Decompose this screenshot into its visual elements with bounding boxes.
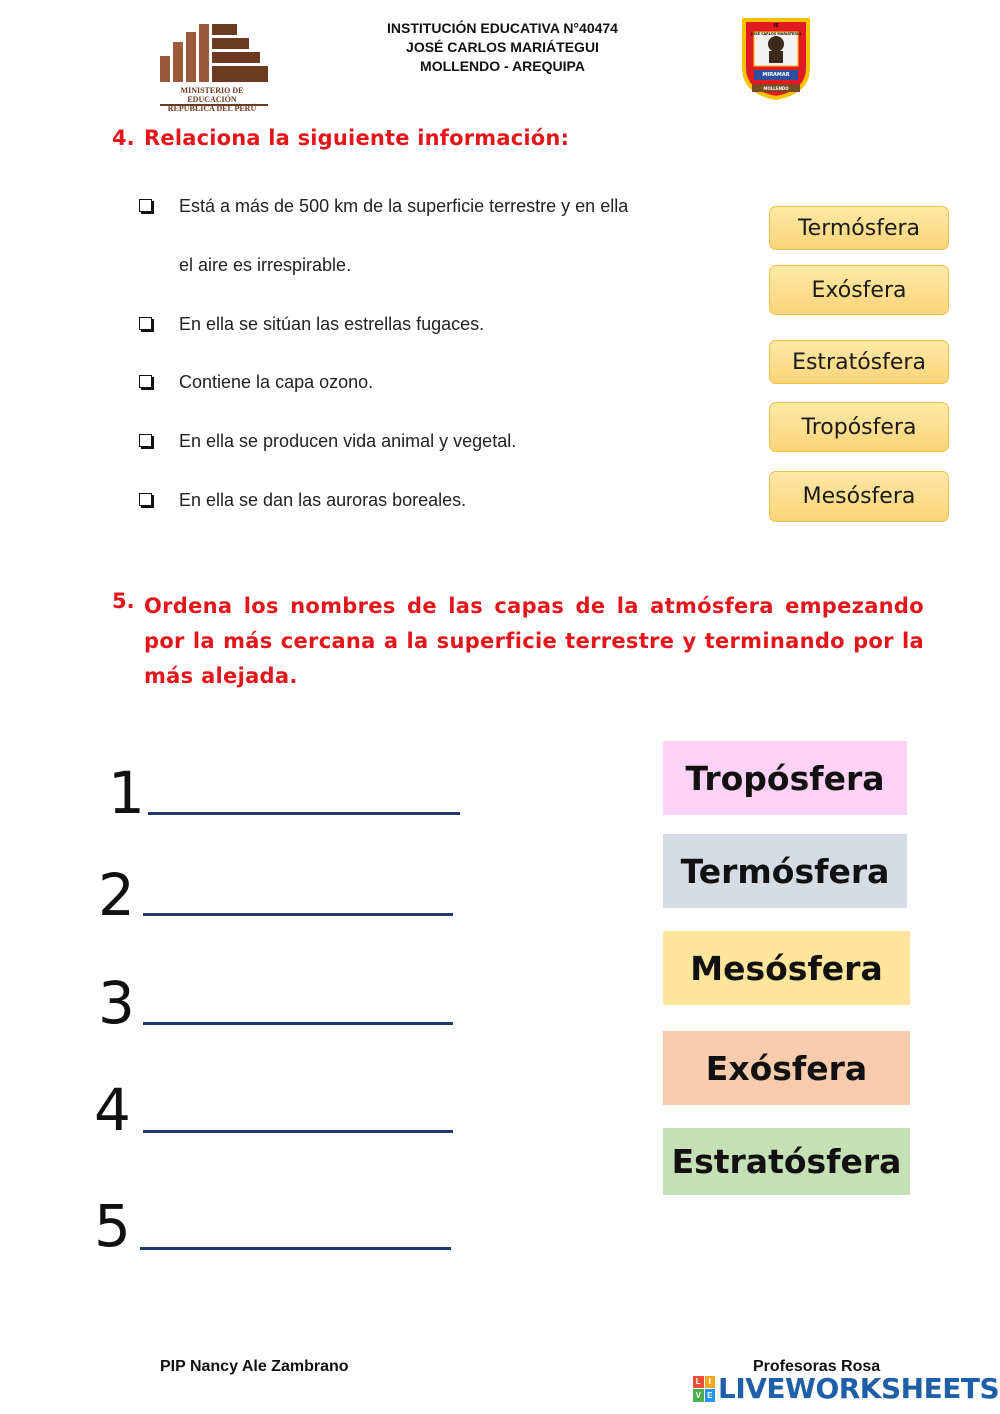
- statement-3: Contiene la capa ozono.: [179, 372, 374, 392]
- checkbox-icon[interactable]: [139, 317, 152, 330]
- liveworksheets-wordmark: LIVEWORKSHEETS: [718, 1372, 1000, 1405]
- checkbox-icon[interactable]: [139, 493, 152, 506]
- slot-3-number: 3: [98, 969, 135, 1037]
- crest-text-school: JOSÉ CARLOS MARIÁTEGUI: [750, 32, 802, 36]
- badge-letter-e: E: [705, 1389, 716, 1402]
- option-chip-exosfera[interactable]: Exósfera: [769, 265, 949, 315]
- word-box-mesosfera[interactable]: Mesósfera: [663, 931, 910, 1005]
- checkbox-icon[interactable]: [139, 434, 152, 447]
- footer-author: PIP Nancy Ale Zambrano: [160, 1358, 349, 1375]
- checkbox-icon[interactable]: [139, 375, 152, 388]
- slot-3-answer-line[interactable]: [143, 1022, 453, 1025]
- slot-5-number: 5: [94, 1192, 131, 1260]
- liveworksheets-logo: [693, 1372, 999, 1405]
- option-chip-estratosfera[interactable]: Estratósfera: [769, 340, 949, 384]
- question-5-number: 5.: [112, 589, 135, 613]
- slot-2-number: 2: [98, 861, 135, 929]
- option-chip-termosfera[interactable]: Termósfera: [769, 206, 949, 250]
- school-header: [330, 19, 675, 76]
- slot-4-answer-line[interactable]: [143, 1130, 453, 1133]
- option-chip-mesosfera[interactable]: Mesósfera: [769, 471, 949, 522]
- word-box-exosfera[interactable]: Exósfera: [663, 1031, 910, 1105]
- slot-4-number: 4: [94, 1076, 131, 1144]
- ministry-line-1: MINISTERIO DE EDUCACIÓN: [180, 86, 244, 104]
- school-line-1: INSTITUCIÓN EDUCATIVA N°40474: [387, 20, 618, 36]
- word-box-troposfera[interactable]: Tropósfera: [663, 741, 907, 815]
- badge-letter-i: I: [705, 1376, 716, 1389]
- checkbox-icon[interactable]: [139, 199, 152, 212]
- ministry-line-2: REPUBLICA DEL PERÚ: [167, 104, 257, 113]
- school-crest-icon: [740, 16, 812, 100]
- footer-teachers: Profesoras Rosa: [753, 1358, 881, 1375]
- ministry-logo-text: [156, 86, 268, 113]
- school-line-2: JOSÉ CARLOS MARIÁTEGUI: [406, 39, 599, 55]
- slot-2-answer-line[interactable]: [143, 913, 453, 916]
- crest-text-miramar: MIRAMAR: [762, 72, 790, 78]
- statement-1-line-2: el aire es irrespirable.: [179, 255, 352, 275]
- slot-1-number: 1: [108, 759, 145, 827]
- slot-5-answer-line[interactable]: [140, 1247, 451, 1250]
- statement-1-line-1: Está a más de 500 km de la superficie terrestre y en ella: [179, 196, 629, 216]
- badge-letter-l: L: [693, 1376, 704, 1389]
- liveworksheets-badge-icon: [693, 1376, 715, 1402]
- word-box-estratosfera[interactable]: Estratósfera: [663, 1128, 910, 1195]
- option-chip-troposfera[interactable]: Tropósfera: [769, 402, 949, 452]
- question-4-number: 4.: [112, 126, 135, 150]
- question-4-title: Relaciona la siguiente información:: [144, 126, 570, 150]
- school-line-3: MOLLENDO - AREQUIPA: [420, 58, 585, 74]
- word-box-termosfera[interactable]: Termósfera: [663, 834, 907, 908]
- crest-text-ie: IE: [773, 23, 779, 29]
- crest-text-mollendo: MOLLENDO: [763, 86, 789, 91]
- slot-1-answer-line[interactable]: [148, 812, 460, 815]
- badge-letter-v: V: [693, 1389, 704, 1402]
- statement-4: En ella se producen vida animal y vegetal.: [179, 431, 517, 451]
- statement-5: En ella se dan las auroras boreales.: [179, 490, 467, 510]
- statement-2: En ella se sitúan las estrellas fugaces.: [179, 314, 485, 334]
- question-5-title: Ordena los nombres de las capas de la atmósfera empezando por la más cercana a la superficie terrestre y terminando por la más alejada.: [144, 594, 924, 688]
